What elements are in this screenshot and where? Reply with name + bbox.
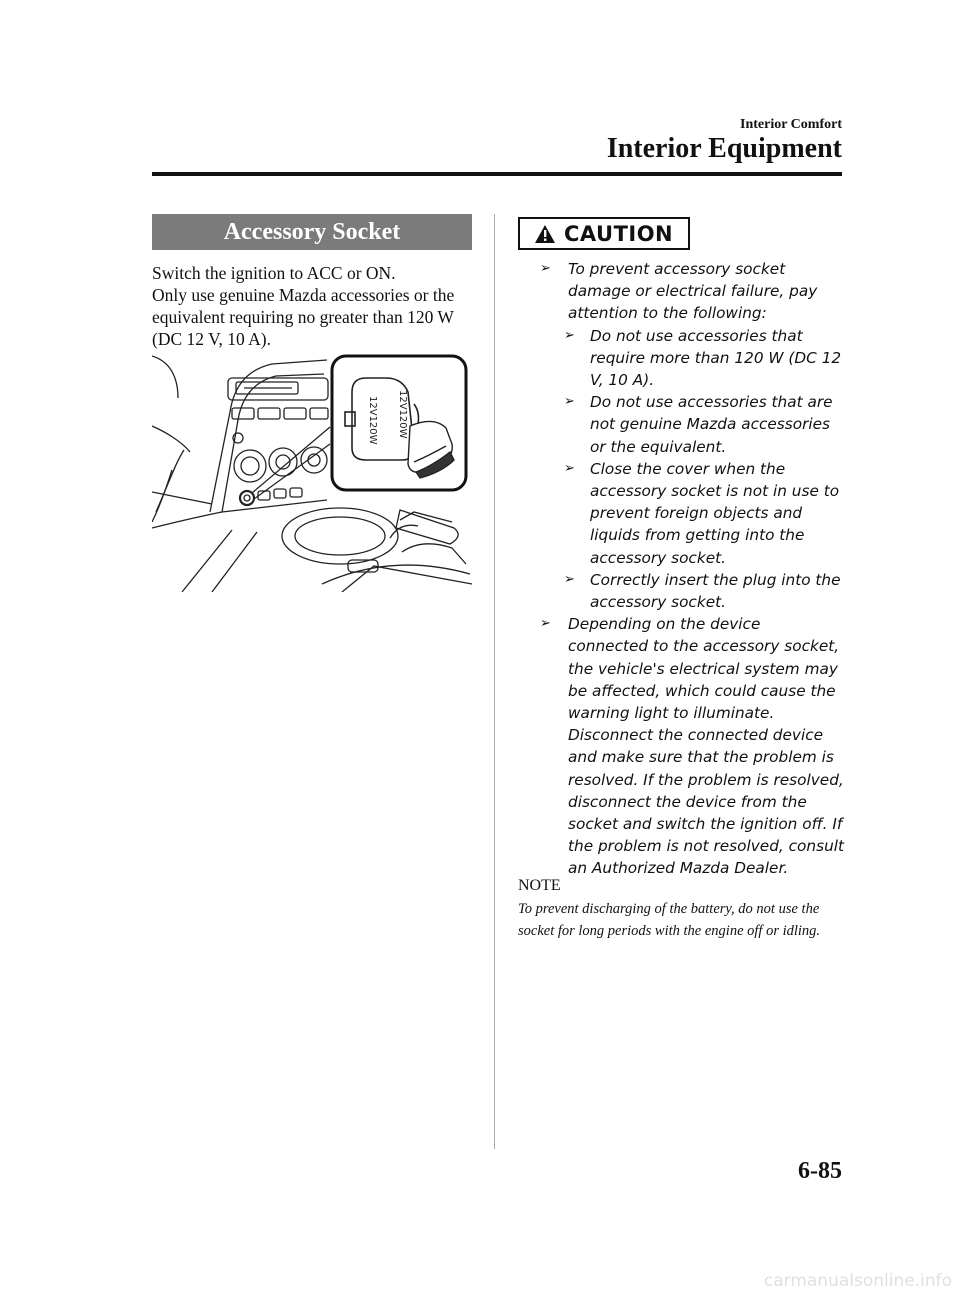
accessory-socket-illustration [152,352,472,592]
intro-line-1: Switch the ignition to ACC or ON. [152,263,396,283]
note-text: To prevent discharging of the battery, do not use the socket for long periods with the engine off or idling. [518,901,821,939]
caution-item [528,258,844,325]
cover-label-2: 12V120W [397,390,408,439]
intro-line-2: Only use genuine Mazda accessories or the equivalent requiring no greater than 120 W (DC 12 V, 10 A). [152,285,455,349]
arrow-icon: ➢ [564,394,575,410]
page-number: 6-85 [798,1158,842,1184]
header-rule [152,172,842,176]
chapter-label: Interior Comfort [740,117,842,132]
caution-list [528,258,844,880]
cover-label-1: 12V120W [367,396,378,445]
arrow-icon: ➢ [540,616,551,632]
caution-subitem [528,391,844,458]
caution-item [528,613,844,879]
arrow-icon: ➢ [564,460,575,476]
caution-subitem [528,325,844,392]
column-divider [494,214,495,1149]
caution-item-text: Depending on the device connected to the accessory socket, the vehicle's electrical system may be affected, which could cause the warning light to illuminate. Disconnect the connected device and make sure that the problem is resolved. If the problem is resolved, disconnect the device from the socket and switch the ignition off. If the problem is not resolved, consult an Authorized Mazda Dealer. [568,615,845,878]
caution-subitem [528,569,844,613]
warning-icon [534,224,556,244]
caution-banner [518,217,690,250]
caution-subitem-text: Do not use accessories that are not genuine Mazda accessories or the equivalent. [590,393,833,456]
caution-subitem-text: Close the cover when the accessory socket is not in use to prevent foreign objects and liquids from getting into the accessory socket. [590,459,840,567]
section-title: Accessory Socket [152,214,472,250]
arrow-icon: ➢ [540,261,551,276]
note-heading: NOTE [518,877,561,894]
arrow-icon: ➢ [564,327,575,343]
watermark: carmanualsonline.info [763,1271,952,1291]
intro-text [152,262,474,350]
caution-subitem-text: Do not use accessories that require more than 120 W (DC 12 V, 10 A). [590,326,842,390]
caution-item-text: To prevent accessory socket damage or electrical failure, pay attention to the following: [568,260,818,323]
caution-label: CAUTION [564,221,674,246]
arrow-icon: ➢ [564,571,575,587]
caution-subitem [528,458,844,569]
caution-subitem-text: Correctly insert the plug into the accessory socket. [590,570,841,612]
page-title: Interior Equipment [606,133,842,164]
